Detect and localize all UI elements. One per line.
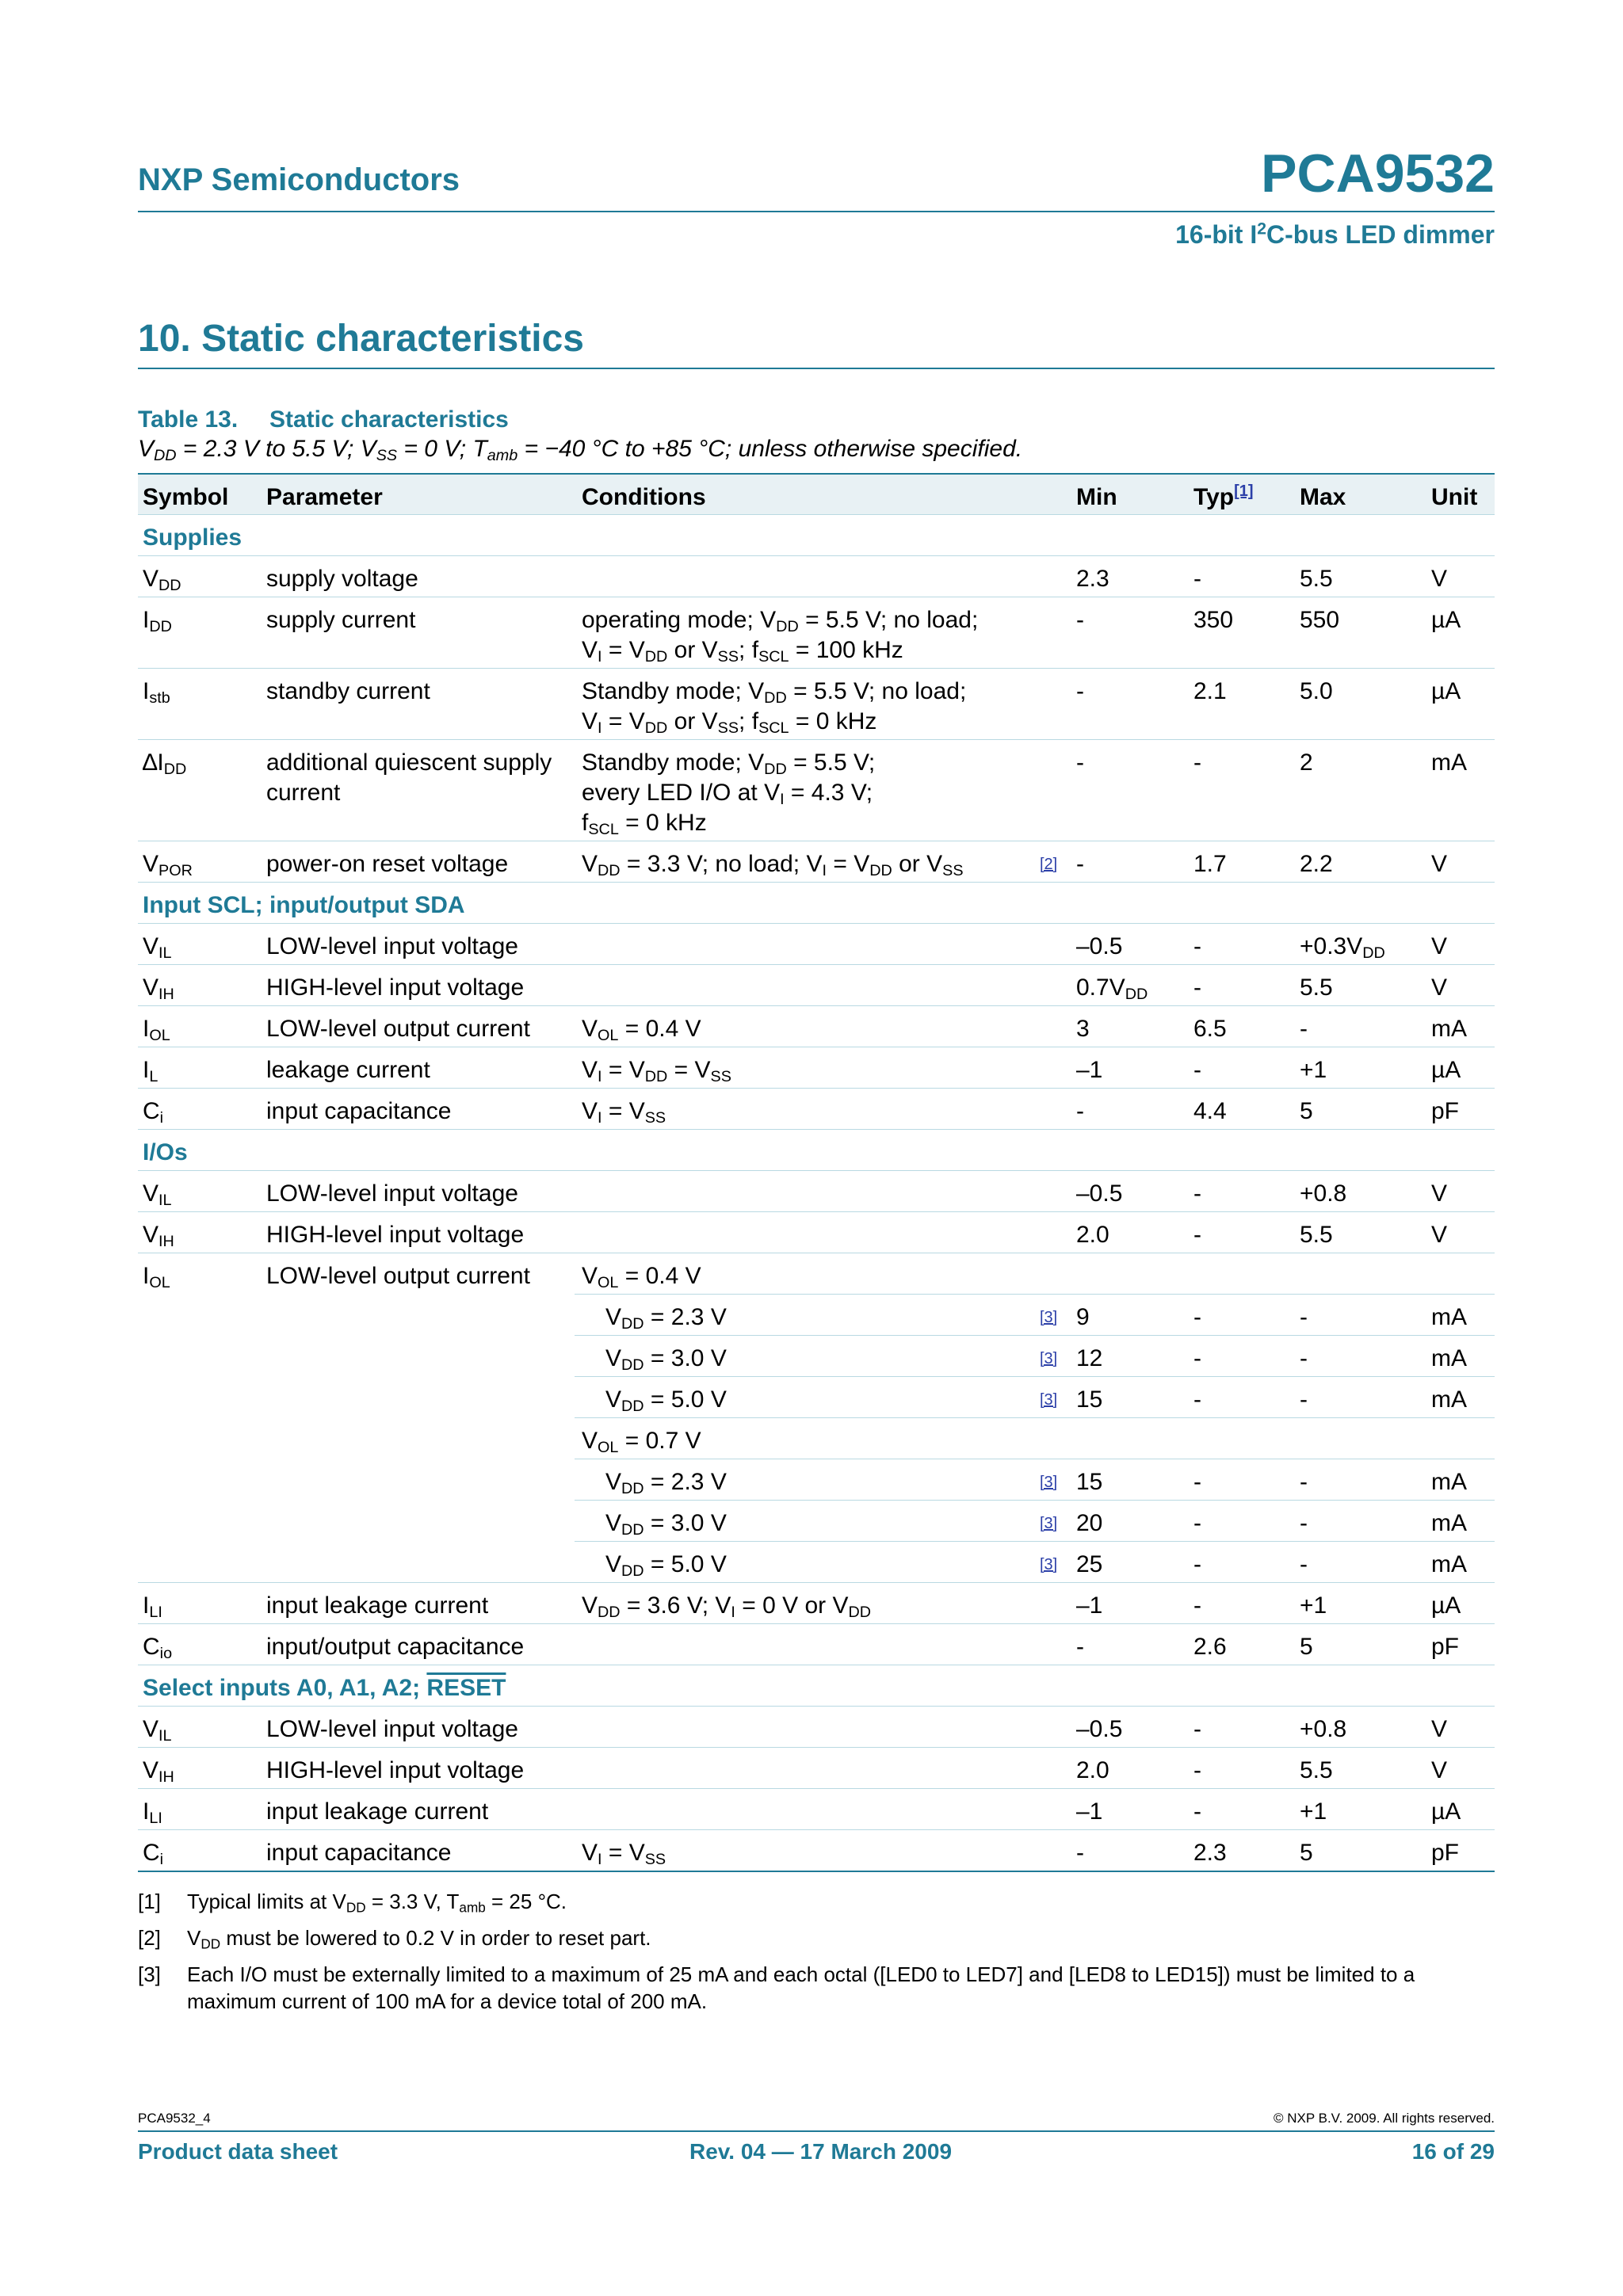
typ-cell: 6.5: [1193, 1016, 1227, 1042]
max-cell: 5.5: [1300, 1222, 1333, 1248]
min-cell: -: [1076, 678, 1084, 704]
group-row: [138, 1130, 1495, 1171]
typ-cell: -: [1193, 1304, 1201, 1330]
typ-cell: -: [1193, 1510, 1201, 1536]
table-row: [138, 669, 1495, 740]
max-cell: +0.8: [1300, 1716, 1347, 1742]
note-label: [2]: [138, 1926, 161, 1950]
min-cell: –0.5: [1076, 933, 1123, 959]
footnote-ref-link[interactable]: [1]: [1234, 482, 1254, 500]
min-cell: 2.0: [1076, 1222, 1109, 1248]
table-note: [1] Typical limits at $V_{DD} = 3.3$ V, $T_{amb} = 25$ °C.: [138, 1890, 567, 1916]
max-cell: 2: [1300, 749, 1313, 776]
typ-cell: -: [1193, 974, 1201, 1001]
note-label: [1]: [138, 1890, 161, 1913]
footnote-ref-link[interactable]: [3]: [1040, 1515, 1058, 1532]
max-cell: +1: [1300, 1798, 1327, 1825]
table-title: Table 13. Static characteristics: [138, 406, 509, 433]
group-row: [138, 883, 1495, 924]
unit-cell: µA: [1431, 607, 1461, 633]
table-note: [3] Each I/O must be externally limited to a maximum of 25 mA and each octal ([LED0 to LED7] and [LED8 to LED15]) must be limited to a maximum current of 100 mA for a device total of 200 mA.: [138, 1962, 1415, 2013]
min-cell: 15: [1076, 1469, 1103, 1495]
parameter-cell: additional quiescent supply current: [266, 749, 552, 806]
parameter-cell: HIGH-level input voltage: [266, 1757, 525, 1783]
footnote-ref-link[interactable]: [3]: [1040, 1474, 1058, 1491]
symbol-cell: $V_{IL}$: [143, 1180, 172, 1209]
unit-cell: mA: [1431, 1016, 1467, 1042]
max-cell: 2.2: [1300, 851, 1333, 877]
header-typ: Typ[1]: [1193, 482, 1254, 510]
footnote-ref-link[interactable]: [3]: [1040, 1556, 1058, 1573]
document-subtitle: 16-bit $I^2C$-bus LED dimmer: [1175, 219, 1495, 249]
max-cell: +0.8: [1300, 1180, 1347, 1207]
symbol-cell: $I_{LI}$: [143, 1798, 162, 1827]
table-row: [575, 1377, 1495, 1418]
unit-cell: V: [1431, 1716, 1448, 1742]
output-current-block: [138, 1253, 1495, 1583]
parameter-cell: input capacitance: [266, 1840, 452, 1866]
typ-cell: -: [1193, 1469, 1201, 1495]
symbol-cell: $V_{IH}$: [143, 1757, 174, 1786]
table-row: [138, 841, 1495, 883]
table-conditions: $V_{DD} = 2.3$ V to 5.5 V; $V_{SS} = 0$ V; $T_{amb} = -40$ °C to +85 °C; unless otherwise specified.: [138, 436, 1023, 464]
table-row: [138, 1583, 1495, 1624]
part-number: PCA9532: [1261, 143, 1495, 204]
unit-cell: µA: [1431, 1592, 1461, 1619]
table-row: [138, 965, 1495, 1006]
min-cell: -: [1076, 749, 1084, 776]
footer-rule: [138, 2130, 1495, 2132]
unit-cell: µA: [1431, 1057, 1461, 1083]
parameter-cell: input capacitance: [266, 1098, 452, 1124]
symbol-cell: $I_{DD}$: [143, 607, 172, 635]
unit-cell: pF: [1431, 1840, 1460, 1866]
max-cell: 5.5: [1300, 974, 1333, 1001]
max-cell: -: [1300, 1551, 1308, 1577]
table-row: [138, 1542, 1495, 1583]
table-row: [575, 1501, 1495, 1542]
parameter-cell: supply current: [266, 607, 416, 633]
table-row: [138, 1212, 1495, 1253]
max-cell: -: [1300, 1304, 1308, 1330]
typ-cell: -: [1193, 1716, 1201, 1742]
parameter-cell: LOW-level input voltage: [266, 1716, 518, 1742]
typ-cell: -: [1193, 1592, 1201, 1619]
table-row: [138, 1789, 1495, 1830]
header-conditions: Conditions: [582, 484, 706, 510]
max-cell: 5: [1300, 1098, 1313, 1124]
min-cell: 9: [1076, 1304, 1090, 1330]
min-cell: –1: [1076, 1057, 1103, 1083]
parameter-cell: LOW-level output current: [266, 1016, 530, 1042]
typ-cell: 2.3: [1193, 1840, 1227, 1866]
conditions-cell: $V_{DD} = 2.3$ V: [605, 1469, 727, 1497]
typ-cell: -: [1193, 566, 1201, 592]
symbol-cell: $C_i$: [143, 1098, 164, 1127]
unit-cell: pF: [1431, 1098, 1460, 1124]
table-row: [575, 1459, 1495, 1501]
table-row: [138, 1707, 1495, 1748]
header-min: Min: [1076, 484, 1117, 510]
typ-cell: -: [1193, 1551, 1201, 1577]
min-cell: -: [1076, 1840, 1084, 1866]
header-unit: Unit: [1431, 484, 1478, 510]
symbol-cell: $V_{IL}$: [143, 1716, 172, 1745]
symbol-cell: $V_{POR}$: [143, 851, 193, 879]
parameter-cell: power-on reset voltage: [266, 851, 509, 877]
group-row: [138, 515, 1495, 556]
min-cell: 3: [1076, 1016, 1090, 1042]
symbol-cell: $I_{stb}$: [143, 678, 170, 707]
group-label: Supplies: [143, 524, 242, 551]
symbol-cell: $V_{DD}$: [143, 566, 181, 594]
min-cell: –1: [1076, 1592, 1103, 1619]
symbol-cell: $V_{IL}$: [143, 933, 172, 962]
min-cell: 15: [1076, 1386, 1103, 1413]
conditions-cell: $V_{OL} = 0.4$ V: [582, 1016, 701, 1044]
table-row: [575, 1295, 1495, 1336]
min-cell: 20: [1076, 1510, 1103, 1536]
parameter-cell: HIGH-level input voltage: [266, 1222, 525, 1248]
group-label: I/Os: [143, 1139, 188, 1165]
min-cell: –0.5: [1076, 1716, 1123, 1742]
table-row: [138, 1047, 1495, 1089]
typ-cell: -: [1193, 1222, 1201, 1248]
unit-cell: µA: [1431, 678, 1461, 704]
conditions-cell: $V_{DD} = 3.0$ V: [605, 1345, 727, 1374]
table-row: [138, 556, 1495, 597]
symbol-cell: $I_{LI}$: [143, 1592, 162, 1621]
parameter-cell: LOW-level input voltage: [266, 933, 518, 959]
unit-cell: mA: [1431, 1345, 1467, 1371]
typ-cell: 1.7: [1193, 851, 1227, 877]
conditions-cell: $V_{DD} = 3.3$ V; no load; $V_I = V_{DD}$ or $V_{SS}$: [582, 851, 964, 879]
typ-cell: -: [1193, 1798, 1201, 1825]
conditions-cell: $V_{OL} = 0.7$ V: [582, 1428, 701, 1456]
parameter-cell: supply voltage: [266, 566, 418, 592]
symbol-cell: $V_{IH}$: [143, 974, 174, 1003]
copyright: © NXP B.V. 2009. All rights reserved.: [1273, 2111, 1495, 2126]
parameter-cell: input/output capacitance: [266, 1634, 525, 1660]
unit-cell: mA: [1431, 1386, 1467, 1413]
conditions-cell: $V_I = V_{SS}$: [582, 1098, 666, 1127]
typ-cell: -: [1193, 1757, 1201, 1783]
min-cell: -: [1076, 1634, 1084, 1660]
footnote-ref-link[interactable]: [3]: [1040, 1309, 1058, 1326]
unit-cell: V: [1431, 933, 1448, 959]
table-row: [138, 1748, 1495, 1789]
footnote-ref-link[interactable]: [3]: [1040, 1350, 1058, 1367]
conditions-cell: $V_{OL} = 0.4$ V: [582, 1263, 701, 1291]
unit-cell: V: [1431, 566, 1448, 592]
min-cell: 12: [1076, 1345, 1103, 1371]
conditions-cell: Standby mode; $V_{DD} = 5.5$ V; no load; $V_I = V_{DD}$ or $V_{SS}$; $f_{SCL} = 0$ kHz: [582, 678, 967, 737]
unit-cell: µA: [1431, 1798, 1461, 1825]
header-parameter: Parameter: [266, 484, 383, 510]
group-row: [138, 1665, 1495, 1707]
max-cell: 5: [1300, 1840, 1313, 1866]
conditions-cell: $V_{DD} = 2.3$ V: [605, 1304, 727, 1333]
symbol-cell: $I_L$: [143, 1057, 158, 1085]
conditions-cell: $V_{DD} = 5.0$ V: [605, 1386, 727, 1415]
table-row: [138, 597, 1495, 669]
table-row: [575, 1253, 1495, 1295]
symbol-cell: $I_{OL}$: [143, 1016, 170, 1044]
parameter-cell: LOW-level input voltage: [266, 1180, 518, 1207]
conditions-cell: $V_I = V_{SS}$: [582, 1840, 666, 1868]
table-row: [138, 1089, 1495, 1130]
min-cell: –0.5: [1076, 1180, 1123, 1207]
table-note: [2] $V_{DD}$ must be lowered to 0.2 V in order to reset part.: [138, 1926, 651, 1952]
max-cell: $+0.3V_{DD}$: [1300, 933, 1385, 962]
min-cell: $0.7V_{DD}$: [1076, 974, 1148, 1003]
typ-cell: 2.6: [1193, 1634, 1227, 1660]
typ-cell: -: [1193, 749, 1201, 776]
unit-cell: mA: [1431, 749, 1467, 776]
unit-cell: V: [1431, 974, 1448, 1001]
conditions-cell: $V_I = V_{DD} = V_{SS}$: [582, 1057, 731, 1085]
min-cell: -: [1076, 1098, 1084, 1124]
unit-cell: V: [1431, 851, 1448, 877]
min-cell: –1: [1076, 1798, 1103, 1825]
footnote-ref-link[interactable]: [2]: [1040, 856, 1058, 873]
note-label: [3]: [138, 1962, 161, 1986]
static-characteristics-table: [138, 473, 1495, 1872]
max-cell: -: [1300, 1510, 1308, 1536]
parameter-cell: input leakage current: [266, 1798, 489, 1825]
table-row: [575, 1418, 1495, 1459]
section-title: 10. Static characteristics: [138, 318, 584, 360]
typ-cell: -: [1193, 933, 1201, 959]
symbol-cell: $V_{IH}$: [143, 1222, 174, 1250]
max-cell: -: [1300, 1386, 1308, 1413]
max-cell: 5.5: [1300, 566, 1333, 592]
typ-cell: -: [1193, 1345, 1201, 1371]
group-label: Input SCL; input/output SDA: [143, 892, 465, 918]
max-cell: +1: [1300, 1057, 1327, 1083]
header-symbol: Symbol: [143, 484, 229, 510]
symbol-cell: $\Delta I_{DD}$: [143, 749, 187, 778]
conditions-cell: operating mode; $V_{DD} = 5.5$ V; no load; $V_I = V_{DD}$ or $V_{SS}$; $f_{SCL} = 100$ kHz: [582, 607, 979, 666]
table-row: [138, 1006, 1495, 1047]
conditions-cell: $V_{DD} = 3.0$ V: [605, 1510, 727, 1539]
header-max: Max: [1300, 484, 1346, 510]
min-cell: 25: [1076, 1551, 1103, 1577]
symbol-cell: $C_{io}$: [143, 1634, 173, 1662]
max-cell: 5.5: [1300, 1757, 1333, 1783]
page-number: 16 of 29: [1411, 2139, 1495, 2164]
max-cell: +1: [1300, 1592, 1327, 1619]
typ-cell: -: [1193, 1057, 1201, 1083]
max-cell: 5.0: [1300, 678, 1333, 704]
min-cell: -: [1076, 851, 1084, 877]
min-cell: 2.3: [1076, 566, 1109, 592]
typ-cell: 4.4: [1193, 1098, 1227, 1124]
document-id: PCA9532_4: [138, 2111, 211, 2126]
table-header-row: [138, 473, 1495, 515]
max-cell: 5: [1300, 1634, 1313, 1660]
company-name: NXP Semiconductors: [138, 162, 460, 197]
symbol-cell: $I_{OL}$: [143, 1263, 170, 1291]
unit-cell: pF: [1431, 1634, 1460, 1660]
document-type: Product data sheet: [138, 2139, 338, 2164]
unit-cell: mA: [1431, 1304, 1467, 1330]
unit-cell: V: [1431, 1757, 1448, 1783]
conditions-cell: $V_{DD} = 5.0$ V: [605, 1551, 727, 1580]
symbol-cell: $C_i$: [143, 1840, 164, 1868]
parameter-cell: leakage current: [266, 1057, 430, 1083]
revision: Rev. 04 — 17 March 2009: [689, 2139, 953, 2164]
unit-cell: mA: [1431, 1469, 1467, 1495]
typ-cell: 2.1: [1193, 678, 1227, 704]
typ-cell: -: [1193, 1180, 1201, 1207]
table-row: [138, 1171, 1495, 1212]
parameter-cell: LOW-level output current: [266, 1263, 530, 1289]
header-rule: [138, 211, 1495, 212]
table-row: [138, 924, 1495, 965]
parameter-cell: standby current: [266, 678, 430, 704]
max-cell: 550: [1300, 607, 1340, 633]
conditions-cell: $V_{DD} = 3.6$ V; $V_I = 0$ V or $V_{DD}$: [582, 1592, 872, 1621]
min-cell: -: [1076, 607, 1084, 633]
typ-cell: 350: [1193, 607, 1234, 633]
parameter-cell: input leakage current: [266, 1592, 489, 1619]
unit-cell: V: [1431, 1222, 1448, 1248]
table-row: [138, 1624, 1495, 1665]
table-row: [575, 1336, 1495, 1377]
typ-cell: -: [1193, 1386, 1201, 1413]
max-cell: -: [1300, 1345, 1308, 1371]
conditions-cell: Standby mode; $V_{DD} = 5.5$ V; every LED I/O at $V_I = 4.3$ V; $f_{SCL} = 0$ kHz: [582, 749, 876, 838]
unit-cell: V: [1431, 1180, 1448, 1207]
group-label: Select inputs A0, A1, A2; RESET: [143, 1675, 506, 1701]
max-cell: -: [1300, 1469, 1308, 1495]
max-cell: -: [1300, 1016, 1308, 1042]
table-row: [138, 740, 1495, 841]
min-cell: 2.0: [1076, 1757, 1109, 1783]
footnote-ref-link[interactable]: [3]: [1040, 1391, 1058, 1409]
section-rule: [138, 368, 1495, 369]
table-row: [138, 1830, 1495, 1872]
unit-cell: mA: [1431, 1510, 1467, 1536]
unit-cell: mA: [1431, 1551, 1467, 1577]
parameter-cell: HIGH-level input voltage: [266, 974, 525, 1001]
table-notes: [138, 1888, 1495, 2024]
